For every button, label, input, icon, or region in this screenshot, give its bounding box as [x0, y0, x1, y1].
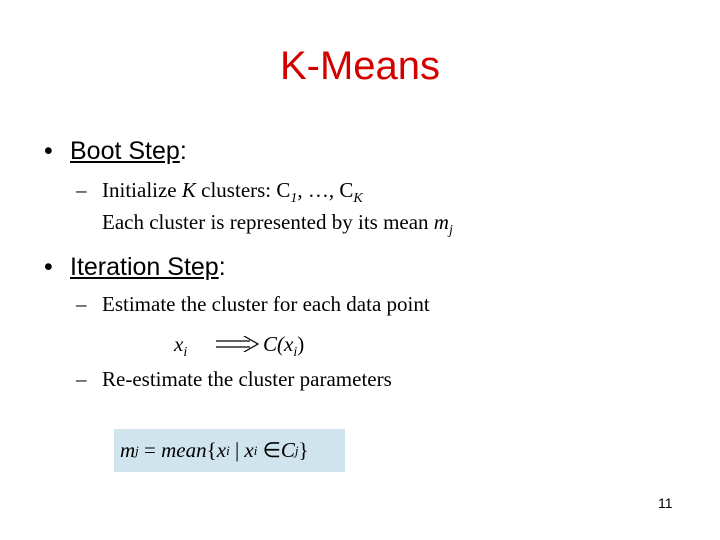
page-number: 11 [658, 495, 673, 511]
mean-formula: m j = mean { x i | x i ∈ C j } [114, 429, 345, 472]
boot-step-colon: : [179, 137, 187, 165]
boot-mean-line: Each cluster is represented by its mean $m_j$ [102, 210, 453, 238]
iteration-step-heading: Iteration Step [70, 253, 219, 281]
boot-initialize-line: – Initialize K clusters: $C_1$, …, $C_K$ [76, 178, 363, 206]
dash: – [76, 292, 87, 316]
implies-arrow-icon [216, 336, 260, 352]
dash: – [76, 178, 87, 202]
bullet-dot: • [44, 253, 53, 281]
bullet-dot: • [44, 137, 53, 165]
bullet-boot-step [44, 137, 187, 166]
iteration-reestimate-line: – Re-estimate the cluster parameters [76, 367, 392, 391]
boot-step-heading: Boot Step [70, 137, 180, 165]
slide-title: K-Means [279, 44, 441, 88]
mapping-cluster: $C(x_i)$ [263, 332, 305, 360]
iteration-estimate-line: – Estimate the cluster for each data point [76, 292, 430, 316]
mapping-x: $x_i$ [174, 332, 188, 360]
iteration-step-colon: : [218, 253, 226, 281]
bullet-iteration-step [44, 253, 226, 282]
dash: – [76, 367, 87, 391]
